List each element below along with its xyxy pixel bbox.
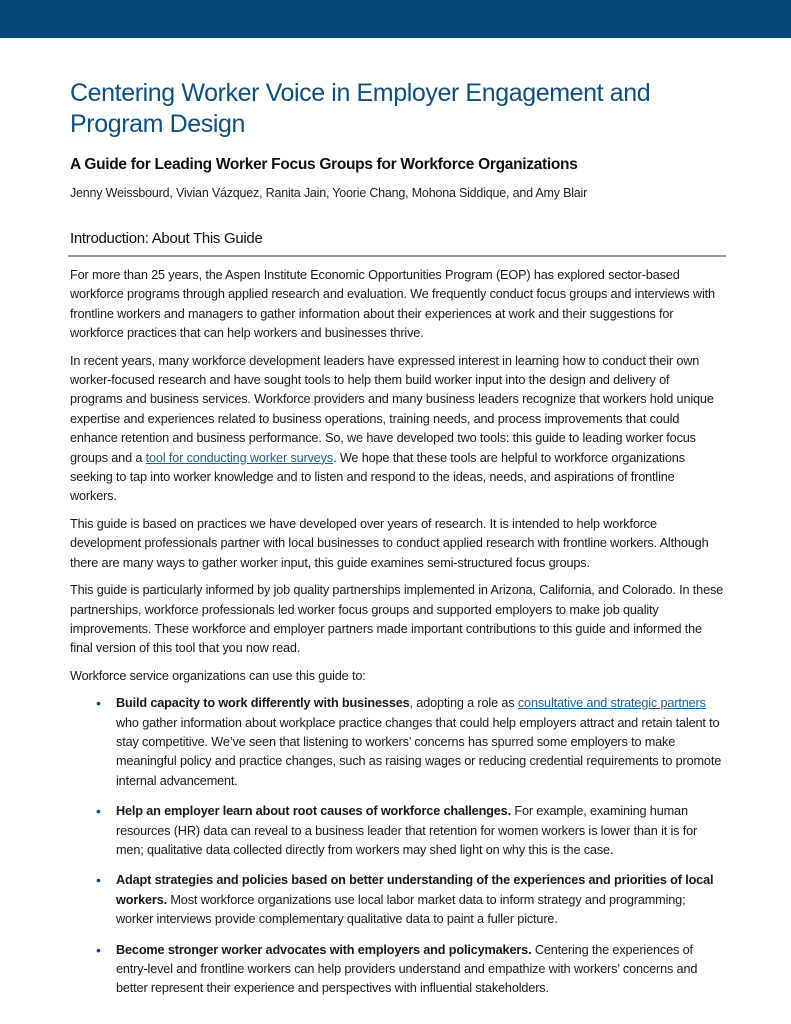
section-divider — [68, 255, 726, 257]
bullet-lead: Become stronger worker advocates with employers and policymakers. — [116, 942, 532, 957]
text: who gather information about workplace practice changes that could help employers attract and retain talent to stay competitive. We’ve seen that listening to workers’ concerns has spurred some employers to make meaningful policy and practice changes, such as raising wages or reducing credential requirements to promote internal advancement. — [116, 715, 722, 788]
list-item — [116, 802, 724, 860]
bullet-lead: Help an employer learn about root causes of workforce challenges. — [116, 804, 511, 819]
bullet-lead: Build capacity to work differently with businesses — [116, 696, 410, 711]
survey-tool-link[interactable]: tool for conducting worker surveys — [145, 450, 334, 465]
paragraph: This guide is based on practices we have developed over years of research. It is intended to help workforce development professionals partner with local businesses to conduct applied research with frontline workers. Although there are many ways to gather worker input, this guide examines semi-structured focus groups. — [70, 516, 709, 570]
paragraph: Workforce service organizations can use this guide to: — [70, 668, 366, 683]
header-bar — [0, 0, 791, 38]
section-heading: Introduction: About This Guide — [70, 230, 263, 247]
bullet-list — [70, 694, 724, 999]
paragraph — [70, 352, 724, 507]
text: For example, examining human resources (HR) data can reveal to a business leader that retention for women workers is lower than it is for men; qualitative data collected directly from workers may shed light on why this is the case. — [116, 804, 698, 857]
document-body — [70, 78, 724, 1010]
list-item — [116, 694, 724, 791]
text: Most workforce organizations use local labor market data to inform strategy and programming; worker interviews provide complementary qualitative data to paint a fuller picture. — [116, 892, 686, 927]
list-item — [116, 871, 724, 929]
document-title: Centering Worker Voice in Employer Engagement and Program Design — [70, 79, 651, 138]
text: , adopting a role as — [409, 696, 518, 711]
paragraph: For more than 25 years, the Aspen Institute Economic Opportunities Program (EOP) has explored sector-based workforce programs through applied research and evaluation. We frequently conduct focus groups and interviews with frontline workers and managers to gather information about their experiences at work and their suggestions for workforce practices that can help workers and businesses thrive. — [70, 268, 715, 341]
paragraph: This guide is particularly informed by job quality partnerships implemented in Arizona, California, and Colorado. In these partnerships, workforce professionals led worker focus groups and supported employers to make job quality improvements. These workforce and employer partners made important contributions to this guide and informed the final version of this tool that you now read. — [70, 583, 724, 656]
authors: Jenny Weissbourd, Vivian Vázquez, Ranita Jain, Yoorie Chang, Mohona Siddique, and Amy Blair — [70, 186, 588, 200]
list-item — [116, 941, 724, 999]
text: In recent years, many workforce development leaders have expressed interest in learning how to conduct their own worker-focused research and have sought tools to help them build worker input into the design and delivery of programs and business services. Workforce providers and many business leaders recognize that workers hold unique expertise and experiences related to business operations, training needs, and process improvements that could enhance retention and business performance. So, we have developed two tools: this guide to leading worker focus groups and a — [70, 353, 714, 465]
consultative-partners-link[interactable]: consultative and strategic partners — [517, 696, 706, 711]
text: . We hope that these tools are helpful to workforce organizations seeking to tap into worker knowledge and to listen and respond to the ideas, needs, and aspirations of frontline workers. — [70, 450, 685, 504]
document-subtitle: A Guide for Leading Worker Focus Groups for Workforce Organizations — [70, 156, 578, 173]
bullet-lead: Adapt strategies and policies based on better understanding of the experiences and priorities of local workers. — [116, 873, 714, 907]
text: Centering the experiences of entry-level and frontline workers can help providers understand and empathize with workers’ concerns and better represent their experience and perspectives with influential stakeholders. — [116, 942, 698, 996]
